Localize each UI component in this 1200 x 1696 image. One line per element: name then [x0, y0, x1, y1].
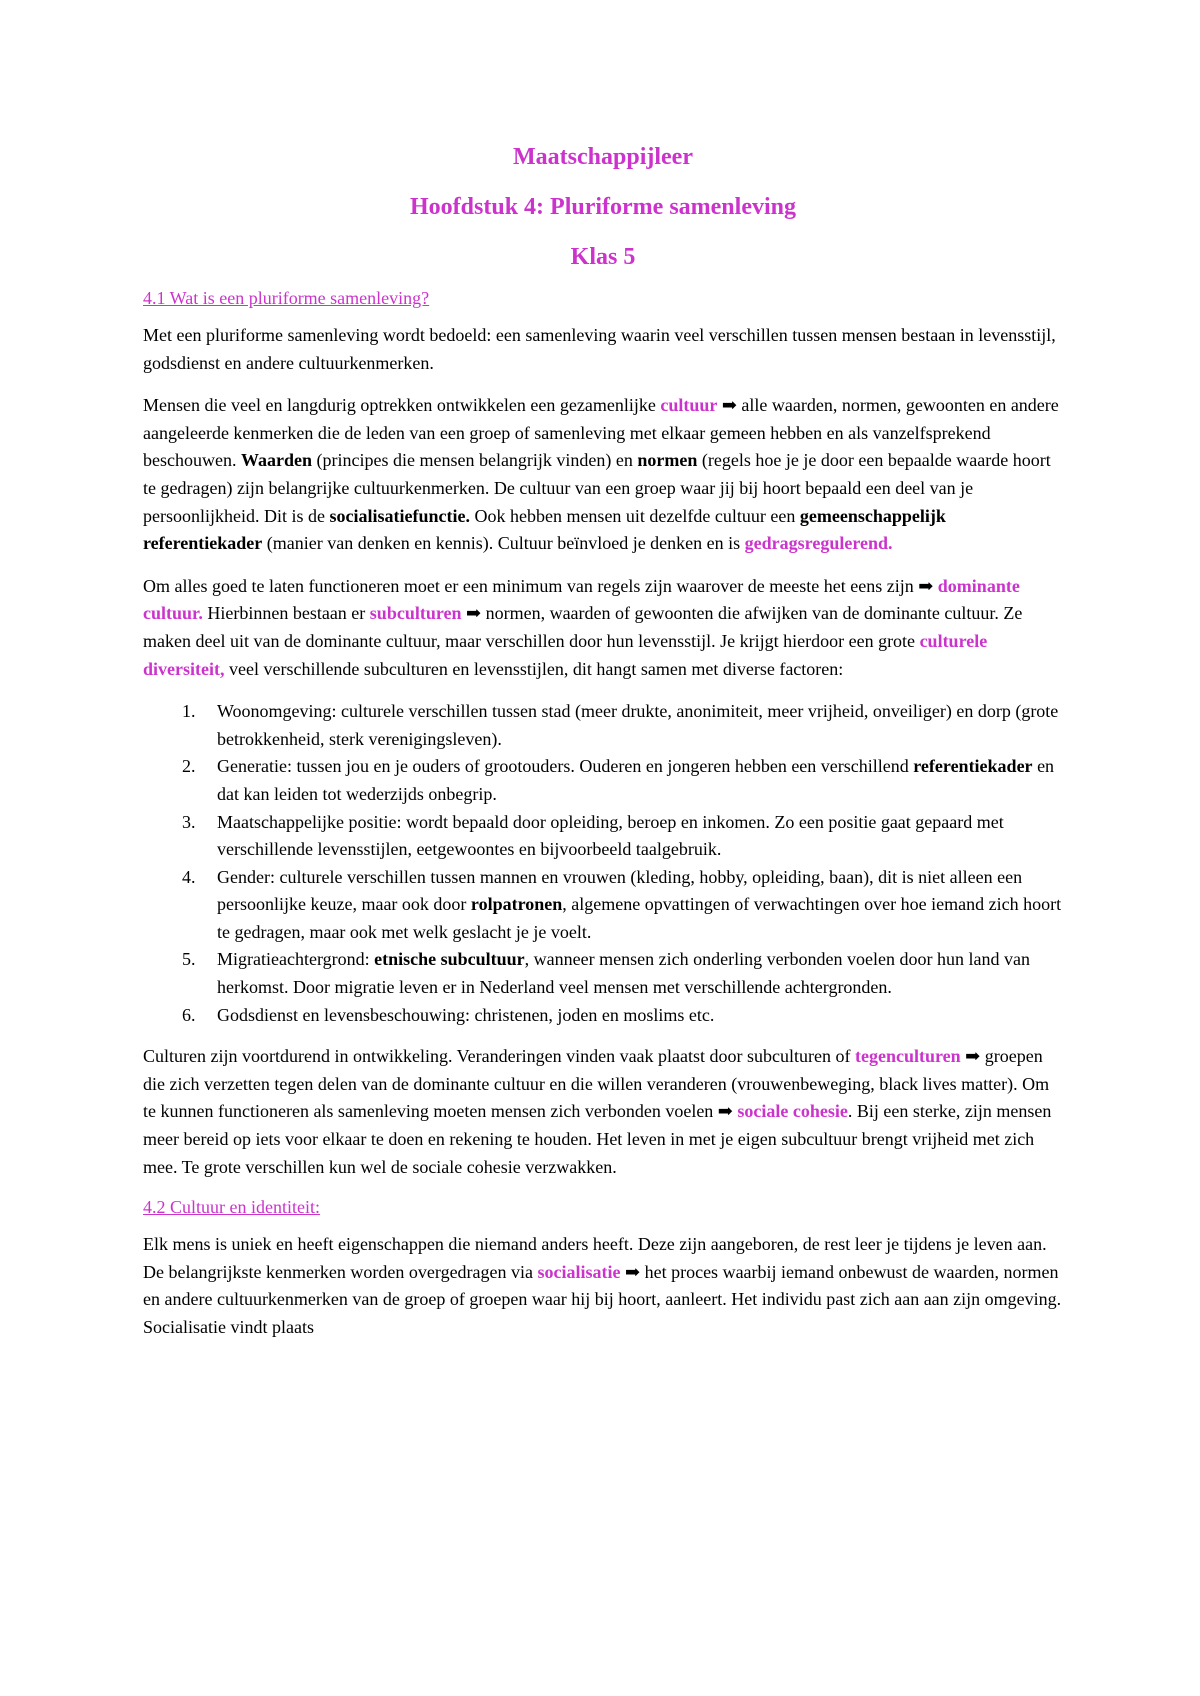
text-run: en dat kan leiden tot wederzijds onbegrip. [217, 756, 1055, 804]
text-run: (regels hoe je je door een bepaalde waarde hoort te gedragen) zijn belangrijke cultuurkenmerken. De cultuur van een groep waar jij bij hoort bepaald een deel van je persoonlijkheid. Dit is de [143, 450, 1051, 526]
text-run: Ook hebben mensen uit dezelfde cultuur een [469, 505, 800, 526]
keyword-socialisatiefunctie: socialisatiefunctie. [329, 505, 470, 526]
keyword-dominante-cultuur: dominante cultuur. [143, 575, 1020, 624]
text-run: ➡ normen, waarden of gewoonten die afwijken van de dominante cultuur. Ze maken deel uit van de dominante cultuur, maar verschillen door hun levensstijl. Je krijgt hierdoor een grote [143, 603, 1023, 651]
text-run: ➡ groepen die zich verzetten tegen delen van de dominante cultuur en die willen veranderen (vrouwenbeweging, black lives matter). Om te kunnen functioneren als samenleving moeten mensen zich verbonden voelen ➡ [143, 1046, 1050, 1122]
text-run: Generatie: tussen jou en je ouders of grootouders. Ouderen en jongeren hebben een verschillend [217, 756, 914, 777]
keyword-socialisatie: socialisatie [537, 1261, 621, 1282]
keyword-tegenculturen: tegenculturen [855, 1046, 961, 1067]
list-number: 4. [182, 866, 196, 887]
keyword-culturele-diversiteit: culturele diversiteit, [143, 630, 988, 679]
text-run: (manier van denken en kennis). Cultuur beïnvloed je denken en is [262, 533, 745, 554]
text-run: , algemene opvattingen of verwachtingen over hoe iemand zich hoort te gedragen, maar ook met welk geslacht je je voelt. [217, 894, 1062, 942]
text-run: Godsdienst en levensbeschouwing: christenen, joden en moslims etc. [217, 1004, 715, 1025]
section-heading-4-1: 4.1 Wat is een pluriforme samenleving? [143, 288, 430, 308]
text-run: Culturen zijn voortdurend in ontwikkeling. Veranderingen vinden vaak plaatst door subculturen of [143, 1046, 856, 1067]
text-run: veel verschillende subculturen en levensstijlen, dit hangt samen met diverse factoren: [224, 658, 844, 679]
text-run: Om alles goed te laten functioneren moet er een minimum van regels zijn waarover de meeste het eens zijn ➡ [143, 575, 938, 596]
keyword-subculturen: subculturen [369, 603, 462, 624]
keyword-rolpatronen: rolpatronen [470, 894, 563, 915]
keyword-normen: normen [637, 450, 698, 471]
paragraph-countercultures [143, 1043, 1063, 1181]
list-number: 6. [182, 1004, 196, 1025]
paragraph-culture [143, 392, 1063, 558]
keyword-etnische-subcultuur: etnische subcultuur [374, 949, 525, 970]
keyword-referentiekader: referentiekader [913, 756, 1033, 777]
list-item [143, 698, 1063, 753]
text-run: Woonomgeving: culturele verschillen tussen stad (meer drukte, anonimiteit, meer vrijheid, onveiliger) en dorp (grote betrokkenheid, sterk verenigingsleven). [217, 701, 1059, 749]
paragraph-identity [143, 1231, 1063, 1341]
text-run: Elk mens is uniek en heeft eigenschappen die niemand anders heeft. Deze zijn aangeboren, de rest leer je tijdens je leven aan. De belangrijkste kenmerken worden overgedragen via [143, 1234, 1047, 1282]
class-title: Klas 5 [570, 244, 636, 270]
chapter-title: Hoofdstuk 4: Pluriforme samenleving [410, 194, 796, 220]
section-heading-4-2: 4.2 Cultuur en identiteit: [143, 1197, 320, 1218]
text-run: ➡ het proces waarbij iemand onbewust de waarden, normen en andere cultuurkenmerken van de groep of groepen waar hij bij hoort, aanleert. Het individu past zich aan aan zijn omgeving. Socialisatie vindt plaats [143, 1261, 1062, 1337]
text-run: Mensen die veel en langdurig optrekken ontwikkelen een gezamenlijke [143, 395, 661, 416]
text-run: ➡ alle waarden, normen, gewoonten en andere aangeleerde kenmerken die de leden van een groep of samenleving met elkaar gemeen hebben en als vanzelfsprekend beschouwen. [143, 395, 1059, 471]
text-run: Maatschappelijke positie: wordt bepaald door opleiding, beroep en inkomen. Zo een positie gaat gepaard met verschillende levensstijlen, eetgewoontes en bijvoorbeeld taalgebruik. [217, 811, 1004, 860]
list-number: 2. [182, 756, 196, 777]
text-run: Gender: culturele verschillen tussen mannen en vrouwen (kleding, hobby, opleiding, baan), dit is niet alleen een persoonlijke keuze, maar ook door [217, 866, 1023, 915]
list-item [143, 1002, 1063, 1030]
keyword-sociale-cohesie: sociale cohesie [737, 1101, 848, 1122]
document-title: Maatschappijleer [513, 144, 693, 170]
list-number: 3. [182, 811, 196, 832]
list-item [143, 864, 1063, 947]
list-number: 1. [182, 701, 196, 722]
paragraph-definition: Met een pluriforme samenleving wordt bedoeld: een samenleving waarin veel verschillen tussen mensen bestaan in levensstijl, godsdienst en andere cultuurkenmerken. [143, 325, 1056, 373]
keyword-gedragsregulerend: gedragsregulerend. [744, 533, 893, 554]
text-run: , wanneer mensen zich onderling verbonden voelen door hun land van herkomst. Door migratie leven er in Nederland veel mensen met verschillende achtergronden. [217, 949, 1030, 998]
text-run: Migratieachtergrond: [217, 949, 375, 970]
list-item [143, 946, 1063, 1001]
list-item [143, 753, 1063, 808]
keyword-referentiekader: gemeenschappelijk referentiekader [143, 505, 946, 554]
text-run: Hierbinnen bestaan er [202, 603, 370, 624]
paragraph-dominant-culture [143, 573, 1063, 683]
keyword-waarden: Waarden [240, 450, 312, 471]
list-item [143, 809, 1063, 864]
factors-list [143, 698, 1063, 1029]
keyword-cultuur: cultuur [660, 395, 718, 416]
list-number: 5. [182, 949, 196, 970]
text-run: (principes die mensen belangrijk vinden) en [312, 450, 638, 471]
text-run: . Bij een sterke, zijn mensen meer bereid op iets voor elkaar te doen en rekening te houden. Het leven in met je eigen subcultuur brengt vrijheid met zich mee. Te grote verschillen kun wel de sociale cohesie verzwakken. [143, 1101, 1052, 1177]
